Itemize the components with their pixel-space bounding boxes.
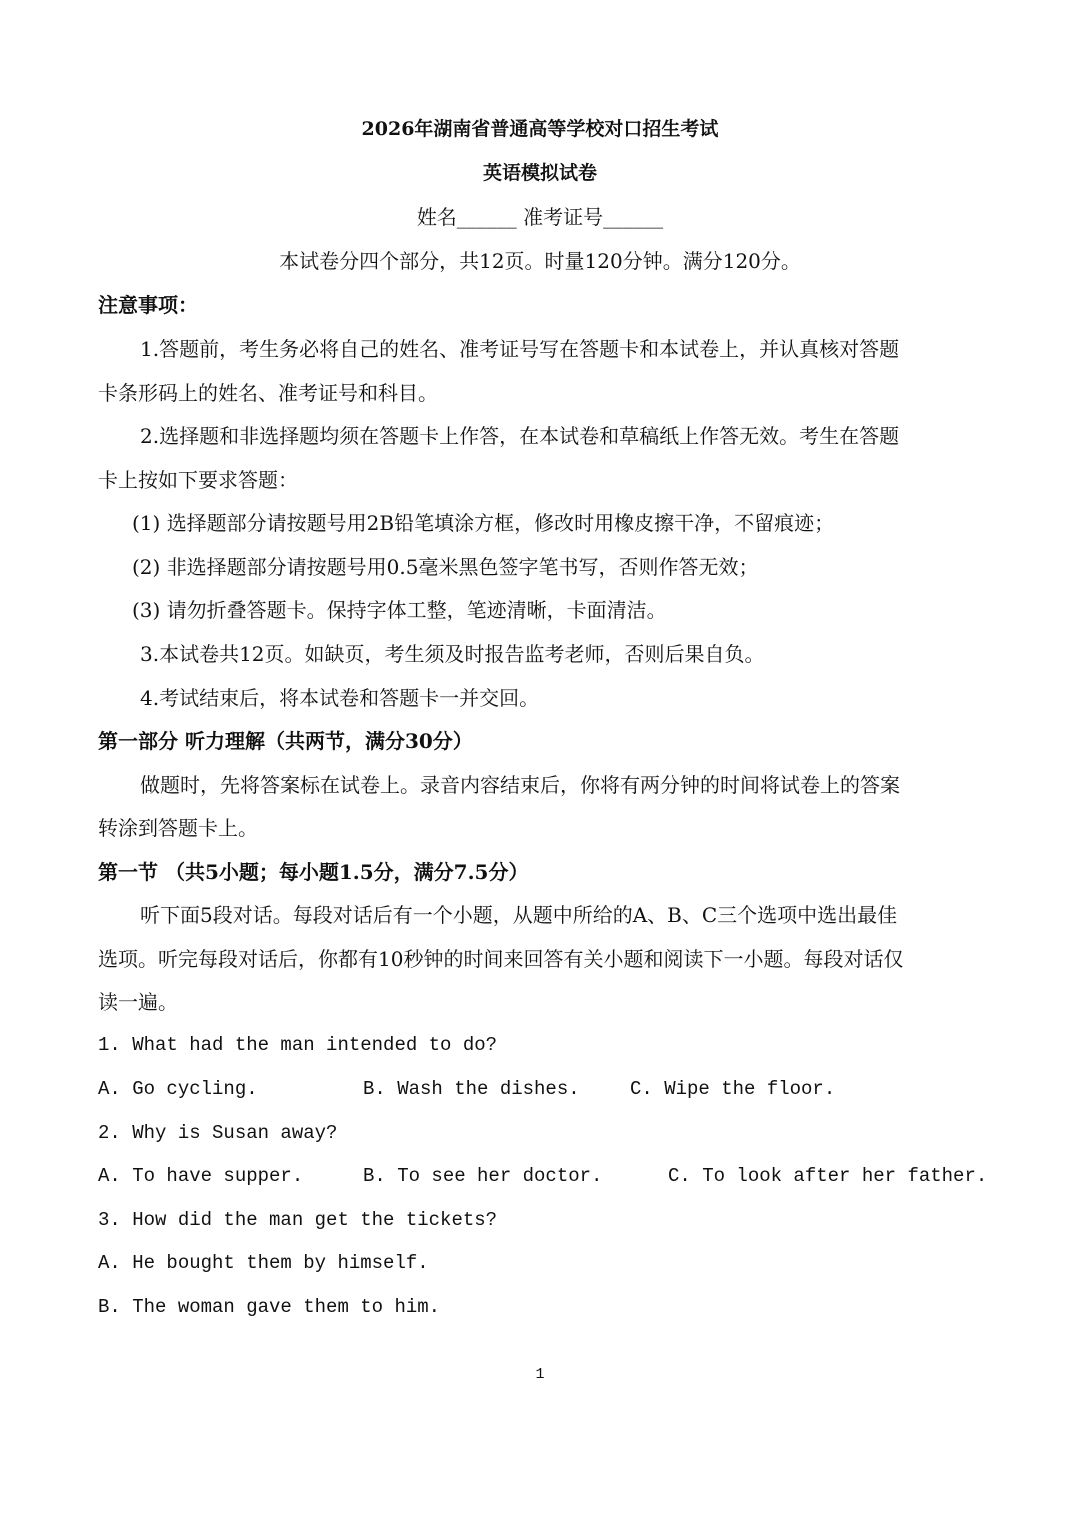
- part1-intro: 做题时，先将答案标在试卷上。录音内容结束后，你将有两分钟的时间将试卷上的答案: [140, 773, 900, 797]
- section1-intro-end: 读一遍。: [98, 990, 178, 1014]
- note-item-4: 4.考试结束后，将本试卷和答题卡一并交回。: [140, 686, 540, 710]
- question-2: 2. Why is Susan away?: [98, 1122, 338, 1144]
- q1-option-a: A. Go cycling.: [98, 1078, 258, 1100]
- note-sub-2: (2) 非选择题部分请按题号用0.5毫米黑色签字笔书写，否则作答无效；: [132, 555, 759, 579]
- note-item-1: 1.答题前，考生务必将自己的姓名、准考证号写在答题卡和本试卷上，并认真核对答题: [140, 337, 900, 361]
- q1-option-b: B. Wash the dishes.: [363, 1078, 580, 1100]
- q1-option-c: C. Wipe the floor.: [630, 1078, 836, 1100]
- note-item-1-cont: 卡条形码上的姓名、准考证号和科目。: [98, 381, 438, 405]
- name-id-line: 姓名______ 准考证号______: [416, 205, 664, 229]
- part1-intro-cont: 转涂到答题卡上。: [98, 816, 258, 840]
- q2-option-b: B. To see her doctor.: [363, 1165, 603, 1187]
- page-number: 1: [535, 1366, 545, 1383]
- section1-intro-cont: 选项。听完每段对话后，你都有10秒钟的时间来回答有关小题和阅读下一小题。每段对话仅: [98, 947, 904, 971]
- note-sub-3: (3) 请勿折叠答题卡。保持字体工整，笔迹清晰，卡面清洁。: [132, 598, 667, 622]
- q3-option-b: B. The woman gave them to him.: [98, 1296, 441, 1318]
- note-sub-1: (1) 选择题部分请按题号用2B铅笔填涂方框，修改时用橡皮擦干净，不留痕迹；: [132, 511, 835, 535]
- question-3: 3. How did the man get the tickets?: [98, 1209, 498, 1231]
- section1-intro: 听下面5段对话。每段对话后有一个小题，从题中所给的A、B、C三个选项中选出最佳: [140, 903, 898, 927]
- part1-heading: 第一部分 听力理解（共两节，满分30分）: [98, 729, 473, 753]
- notes-heading: 注意事项：: [98, 293, 198, 317]
- note-item-2-cont: 卡上按如下要求答题：: [98, 468, 298, 492]
- q2-option-c: C. To look after her father.: [668, 1165, 988, 1187]
- exam-info: 本试卷分四个部分，共12页。时量120分钟。满分120分。: [279, 249, 801, 273]
- exam-title: 2026年湖南省普通高等学校对口招生考试: [361, 118, 719, 140]
- note-item-3: 3.本试卷共12页。如缺页，考生须及时报告监考老师，否则后果自负。: [140, 642, 765, 666]
- section1-heading: 第一节 （共5小题；每小题1.5分，满分7.5分）: [98, 860, 529, 884]
- note-item-2: 2.选择题和非选择题均须在答题卡上作答，在本试卷和草稿纸上作答无效。考生在答题: [140, 424, 900, 448]
- q2-option-a: A. To have supper.: [98, 1165, 304, 1187]
- q3-option-a: A. He bought them by himself.: [98, 1252, 429, 1274]
- question-1: 1. What had the man intended to do?: [98, 1034, 498, 1056]
- exam-subtitle: 英语模拟试卷: [482, 162, 597, 184]
